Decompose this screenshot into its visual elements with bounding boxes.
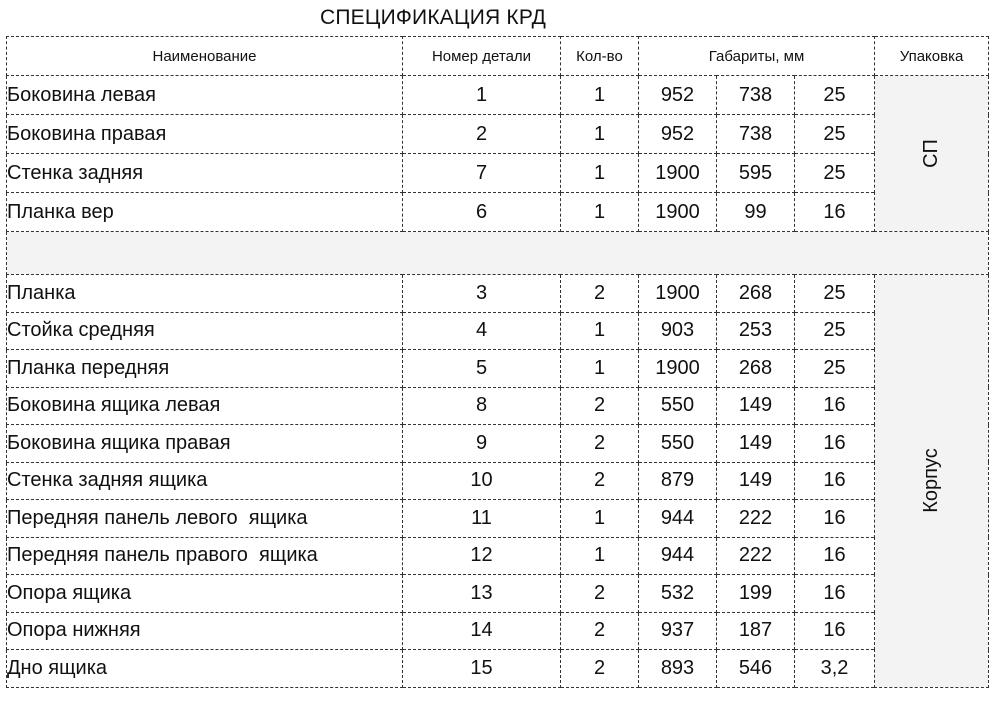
cell-dim-length: 952 [639, 76, 717, 115]
cell-qty: 1 [561, 350, 639, 388]
cell-name: Опора ящика [7, 575, 403, 613]
cell-dim-length: 550 [639, 387, 717, 425]
cell-dim-thickness: 25 [795, 115, 875, 154]
cell-dim-length: 879 [639, 462, 717, 500]
cell-dim-width: 199 [717, 575, 795, 613]
cell-part-no: 8 [403, 387, 561, 425]
spec-table [6, 36, 989, 688]
cell-dim-thickness: 16 [795, 193, 875, 232]
cell-name: Боковина левая [7, 76, 403, 115]
cell-part-no: 2 [403, 115, 561, 154]
cell-dim-length: 944 [639, 500, 717, 538]
cell-part-no: 11 [403, 500, 561, 538]
cell-qty: 1 [561, 312, 639, 350]
table-row [7, 500, 989, 538]
cell-dim-length: 1900 [639, 193, 717, 232]
cell-part-no: 10 [403, 462, 561, 500]
cell-name: Боковина ящика правая [7, 425, 403, 463]
cell-name: Стенка задняя [7, 154, 403, 193]
cell-dim-thickness: 16 [795, 462, 875, 500]
cell-name: Передняя панель левого ящика [7, 500, 403, 538]
group-separator [7, 232, 989, 275]
cell-part-no: 6 [403, 193, 561, 232]
cell-name: Опора нижняя [7, 612, 403, 650]
header-qty: Кол-во [561, 37, 639, 76]
cell-qty: 1 [561, 115, 639, 154]
cell-qty: 1 [561, 500, 639, 538]
table-row [7, 193, 989, 232]
pack-cell-korpus [875, 275, 989, 688]
cell-dim-length: 550 [639, 425, 717, 463]
cell-dim-width: 149 [717, 425, 795, 463]
cell-qty: 1 [561, 193, 639, 232]
cell-dim-width: 268 [717, 350, 795, 388]
pack-label: СП [920, 139, 943, 168]
table-row [7, 612, 989, 650]
cell-dim-width: 187 [717, 612, 795, 650]
cell-qty: 2 [561, 425, 639, 463]
cell-dim-width: 149 [717, 462, 795, 500]
table-row [7, 115, 989, 154]
cell-name: Стойка средняя [7, 312, 403, 350]
cell-qty: 1 [561, 154, 639, 193]
header-row [7, 37, 989, 76]
separator-cell [7, 232, 989, 275]
cell-part-no: 9 [403, 425, 561, 463]
cell-dim-width: 149 [717, 387, 795, 425]
pack-cell-sp [875, 76, 989, 232]
cell-dim-thickness: 3,2 [795, 650, 875, 688]
cell-part-no: 15 [403, 650, 561, 688]
cell-dim-thickness: 25 [795, 275, 875, 313]
cell-name: Стенка задняя ящика [7, 462, 403, 500]
table-row [7, 650, 989, 688]
cell-name: Боковина ящика левая [7, 387, 403, 425]
cell-qty: 2 [561, 650, 639, 688]
cell-part-no: 4 [403, 312, 561, 350]
cell-dim-width: 546 [717, 650, 795, 688]
cell-part-no: 5 [403, 350, 561, 388]
cell-name: Передняя панель правого ящика [7, 537, 403, 575]
header-part-no: Номер детали [403, 37, 561, 76]
table-row [7, 154, 989, 193]
table-row [7, 387, 989, 425]
cell-dim-width: 738 [717, 115, 795, 154]
cell-dim-length: 903 [639, 312, 717, 350]
table-row [7, 462, 989, 500]
cell-dim-length: 952 [639, 115, 717, 154]
cell-dim-thickness: 25 [795, 350, 875, 388]
table-row [7, 575, 989, 613]
cell-dim-length: 532 [639, 575, 717, 613]
table-row [7, 76, 989, 115]
cell-dim-thickness: 16 [795, 387, 875, 425]
cell-name: Планка вер [7, 193, 403, 232]
cell-part-no: 14 [403, 612, 561, 650]
table-row [7, 425, 989, 463]
cell-dim-length: 893 [639, 650, 717, 688]
cell-name: Боковина правая [7, 115, 403, 154]
cell-dim-width: 99 [717, 193, 795, 232]
cell-qty: 2 [561, 575, 639, 613]
cell-dim-width: 222 [717, 500, 795, 538]
cell-part-no: 1 [403, 76, 561, 115]
cell-dim-thickness: 25 [795, 76, 875, 115]
cell-dim-width: 253 [717, 312, 795, 350]
cell-dim-length: 937 [639, 612, 717, 650]
header-dims: Габариты, мм [639, 37, 875, 76]
cell-dim-length: 1900 [639, 350, 717, 388]
cell-dim-thickness: 16 [795, 612, 875, 650]
table-row [7, 350, 989, 388]
document-title: СПЕЦИФИКАЦИЯ КРД [320, 6, 547, 29]
cell-part-no: 7 [403, 154, 561, 193]
table-row [7, 537, 989, 575]
cell-qty: 2 [561, 387, 639, 425]
cell-dim-length: 944 [639, 537, 717, 575]
cell-qty: 1 [561, 76, 639, 115]
cell-qty: 2 [561, 275, 639, 313]
cell-dim-thickness: 16 [795, 500, 875, 538]
cell-part-no: 3 [403, 275, 561, 313]
header-name: Наименование [7, 37, 403, 76]
cell-dim-thickness: 16 [795, 575, 875, 613]
cell-dim-width: 222 [717, 537, 795, 575]
table-row [7, 312, 989, 350]
cell-name: Планка [7, 275, 403, 313]
cell-name: Планка передняя [7, 350, 403, 388]
cell-name: Дно ящика [7, 650, 403, 688]
cell-dim-width: 738 [717, 76, 795, 115]
cell-dim-thickness: 16 [795, 425, 875, 463]
cell-dim-length: 1900 [639, 275, 717, 313]
cell-dim-length: 1900 [639, 154, 717, 193]
cell-qty: 2 [561, 612, 639, 650]
cell-part-no: 12 [403, 537, 561, 575]
cell-qty: 1 [561, 537, 639, 575]
pack-label: Корпус [920, 448, 943, 514]
table-row [7, 275, 989, 313]
cell-dim-width: 595 [717, 154, 795, 193]
cell-dim-thickness: 25 [795, 312, 875, 350]
cell-dim-width: 268 [717, 275, 795, 313]
cell-part-no: 13 [403, 575, 561, 613]
header-pack: Упаковка [875, 37, 989, 76]
cell-dim-thickness: 16 [795, 537, 875, 575]
cell-qty: 2 [561, 462, 639, 500]
cell-dim-thickness: 25 [795, 154, 875, 193]
